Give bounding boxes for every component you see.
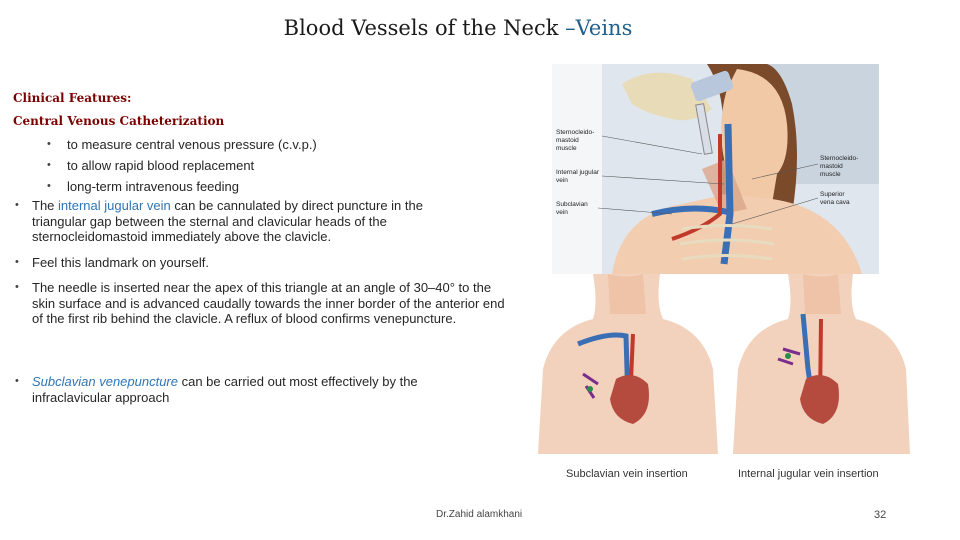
para4-post: can be carried out most effectively by the infraclavicular approach — [32, 374, 418, 405]
cvc-heading: Central Venous Catheterization — [13, 114, 225, 128]
catheter-insertion-illustration — [538, 274, 910, 489]
list-item: • to allow rapid blood replacement — [47, 155, 317, 176]
para2-text: Feel this landmark on yourself. — [32, 255, 210, 270]
paragraph-landmark — [13, 255, 532, 271]
label-scm-left-1: Sternocleido- — [556, 129, 595, 136]
label-ijv-2: vein — [556, 177, 568, 184]
label-scm-right-3: muscle — [820, 171, 841, 178]
title-accent: –Veins — [565, 16, 633, 40]
label-scm-right-1: Sternocleido- — [820, 155, 859, 162]
para1-pre: The — [32, 198, 59, 213]
label-ijv-1: Internal jugular — [556, 169, 599, 176]
para3-text: The needle is inserted near the apex of this triangle at an angle of 30–40° to the skin surface and is advanced caudally towards the inner border of the anterior end of the first rib behind the clavicle. A reflux of blood confirms venepuncture. — [32, 280, 505, 326]
para1-highlight: internal jugular vein — [58, 198, 171, 213]
clinical-features-heading: Clinical Features: — [13, 91, 132, 105]
purpose-list — [47, 134, 317, 197]
para1-post: can be cannulated by direct puncture in the triangular gap between the sternal and clavicular heads of the sternocleidomastoid immediately above the clavicle. — [32, 198, 423, 244]
slide-title — [0, 16, 916, 40]
ijv-cannulation-illustration — [552, 64, 879, 274]
paragraph-subclavian — [13, 374, 477, 405]
list-item: • long-term intravenous feeding — [47, 176, 317, 197]
label-subclavian-1: Subclavian — [556, 201, 588, 208]
paragraph-needle-insertion — [13, 280, 517, 327]
label-subclavian-2: vein — [556, 209, 568, 216]
para4-highlight: Subclavian venepuncture — [32, 374, 178, 389]
caption-subclavian: Subclavian vein insertion — [566, 468, 688, 480]
paragraph-ijv-cannulation — [13, 198, 472, 245]
label-svc-1: Superior — [820, 191, 845, 198]
label-svc-2: vena cava — [820, 199, 850, 206]
caption-ijv: Internal jugular vein insertion — [738, 468, 879, 480]
footer-author: Dr.Zahid alamkhani — [436, 509, 523, 520]
title-main: Blood Vessels of the Neck — [283, 16, 566, 40]
label-scm-left-3: muscle — [556, 145, 577, 152]
page-number: 32 — [874, 509, 887, 521]
list-item: • to measure central venous pressure (c.v.p.) — [47, 134, 317, 155]
ijv-illustration-svg — [552, 64, 879, 274]
label-scm-left-2: mastoid — [556, 137, 579, 144]
label-scm-right-2: mastoid — [820, 163, 843, 170]
catheter-illustration-svg — [538, 274, 910, 489]
